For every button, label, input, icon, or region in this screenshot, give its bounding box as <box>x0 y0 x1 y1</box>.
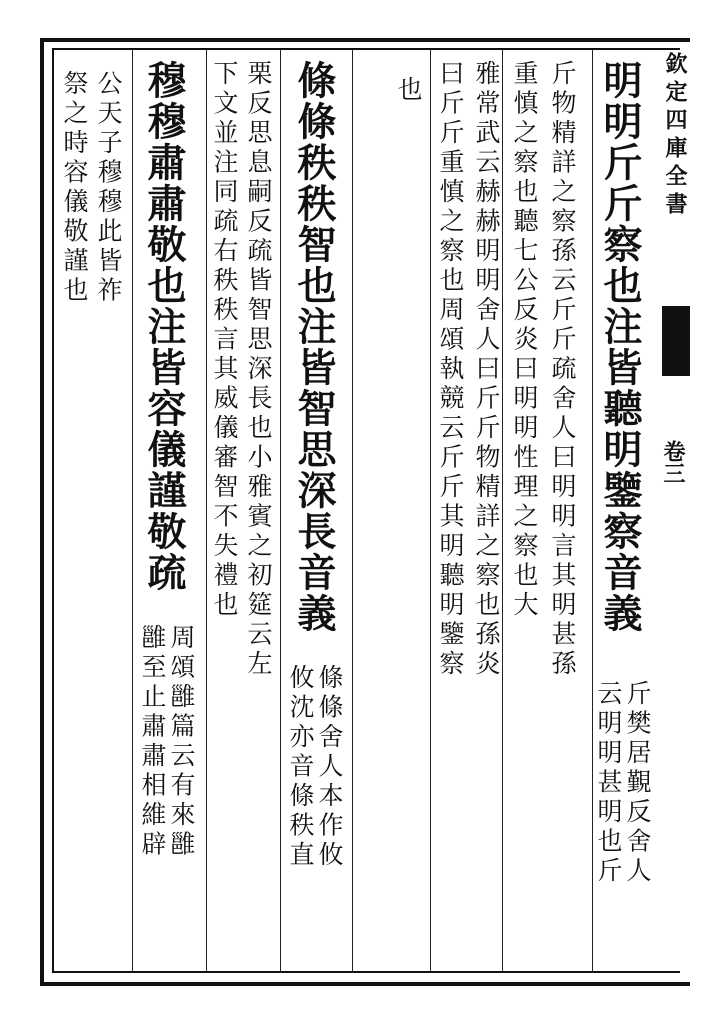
text-column-6: 也 <box>394 76 423 106</box>
commentary-left: 云明明甚明也斤 <box>594 680 623 887</box>
text-column-11: 公天子穆穆此皆祚 <box>94 70 123 306</box>
column-rule <box>592 50 593 971</box>
text-column-3: 重慎之察也聽七公反炎曰明明性理之察也大 <box>510 60 539 621</box>
commentary-left: 雝至止肅肅相維辟 <box>138 624 167 860</box>
volume-label: 卷三 <box>660 440 686 484</box>
commentary-pair-1 <box>596 680 650 887</box>
book-title-margin: 欽定四庫全書 <box>662 52 688 220</box>
entry-headword-3: 穆穆肅肅敬也注皆容儀謹敬疏 <box>141 60 187 593</box>
text-column-8: 栗反思息嗣反疏皆智思深長也小雅賓之初筵云左 <box>244 60 273 680</box>
column-rule <box>206 50 207 971</box>
column-rule <box>280 50 281 971</box>
text-column-12: 祭之時容儀敬謹也 <box>60 70 89 306</box>
commentary-left: 攸沈亦音條秩直 <box>286 664 315 871</box>
text-column-4: 雅常武云赫赫明明舍人曰斤斤物精詳之察也孫炎 <box>472 60 501 680</box>
text-column-9: 下文並注同疏右秩秩言其威儀審智不失禮也 <box>210 60 239 621</box>
column-rule <box>430 50 431 971</box>
column-rule <box>352 50 353 971</box>
commentary-right: 斤樊居覲反舍人 <box>623 680 652 887</box>
commentary-pair-3 <box>140 624 194 860</box>
text-column-2: 斤物精詳之察孫云斤斤疏舍人曰明明言其明甚孫 <box>548 60 577 680</box>
entry-headword-2: 條條秩秩智也注皆智思深長音義 <box>291 60 337 634</box>
text-column-5: 曰斤斤重慎之察也周頌執競云斤斤其明聽明鑒察 <box>436 60 465 680</box>
entry-headword-1: 明明斤斤察也注皆聽明鑒察音義 <box>597 60 643 634</box>
column-rule <box>502 50 503 971</box>
column-rule <box>132 50 133 971</box>
commentary-right: 周頌雝篇云有來雝 <box>167 624 196 860</box>
commentary-pair-2 <box>288 664 342 871</box>
fishtail-mark <box>662 306 690 376</box>
commentary-right: 條條舍人本作攸 <box>315 664 344 871</box>
